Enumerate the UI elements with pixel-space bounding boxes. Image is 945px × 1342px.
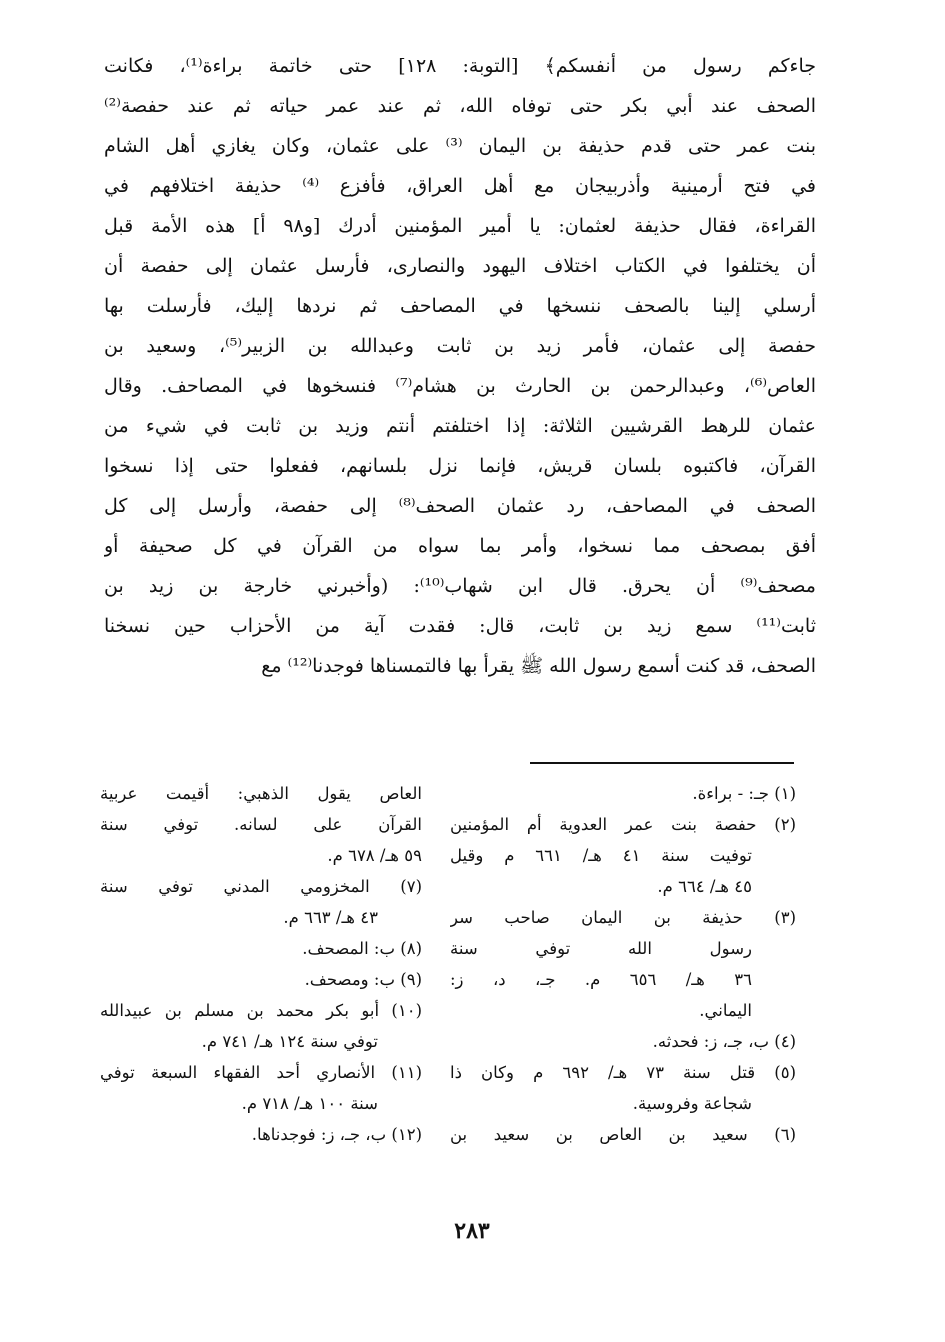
footnote-line: رسول الله توفي سنة	[450, 939, 752, 958]
footnote-line: (٦) سعيد بن العاص بن سعيد بن	[450, 1125, 796, 1144]
footnote-line: (١٠) أبو بكر محمد بن مسلم بن عبيدالله	[100, 1001, 422, 1020]
text-line: أن يختلفوا في الكتاب اختلاف اليهود والنصارى، فأرسل عثمان إلى حفصة أن	[104, 255, 816, 277]
footnote-line: ٥٩ هـ/ ٦٧٨ م.	[327, 846, 422, 865]
footnote-line: (٥) قتل سنة ٧٣ هـ/ ٦٩٢ م وكان ذا	[450, 1063, 796, 1082]
footnote-line: اليماني.	[699, 1001, 752, 1020]
main-text	[104, 46, 816, 686]
footnote-line: شجاعة وفروسية.	[632, 1094, 752, 1113]
footnotes-right-column	[450, 778, 796, 1150]
footnote-line: ٤٥ هـ/ ٦٦٤ م.	[657, 877, 752, 896]
footnote-line: (١٢) ب، جـ، ز: فوجدناها.	[251, 1125, 422, 1144]
text-line: العاص⁽⁶⁾، وعبدالرحمن بن الحارث بن هشام⁽⁷⁾ فنسخوها في المصاحف. وقال	[104, 375, 816, 397]
footnote-line: ٣٦ هـ/ ٦٥٦ م. جـ، د، ز:	[450, 970, 752, 989]
footnote-line: (١١) الأنصاري أحد الفقهاء السبعة توفي	[100, 1063, 422, 1082]
text-line: جاءكم رسول من أنفسكم﴾ [التوبة: ١٢٨] حتى خاتمة براءة⁽¹⁾، فكانت	[104, 55, 816, 77]
footnote-line: سنة ١٠٠ هـ/ ٧١٨ م.	[241, 1094, 378, 1113]
text-line: الصحف في المصاحف، رد عثمان الصحف⁽⁸⁾ إلى حفصة، وأرسل إلى كل	[104, 495, 816, 517]
footnote-line: (٤) ب، جـ، ز: فحدثه.	[652, 1032, 796, 1051]
footnote-line: العاص يقول الذهبي: أقيمت عربية	[100, 784, 422, 803]
text-line: أفق بمصحف مما نسخوا، وأمر بما سواه من القرآن في كل صحيفة أو	[104, 535, 816, 557]
text-line: الصحف عند أبي بكر حتى توفاه الله، ثم عند عمر حياته ثم عند حفصة⁽²⁾	[104, 95, 816, 117]
page-number: ٢٨٣	[454, 1218, 490, 1244]
text-line: أرسلي إلينا بالصحف ننسخها في المصاحف ثم نردها إليك، فأرسلت بها	[104, 295, 816, 317]
text-line: في فتح أرمينية وأذربيجان مع أهل العراق، فأفزع ⁽⁴⁾ حذيفة اختلافهم في	[104, 175, 816, 197]
footnote-line: توفيت سنة ٤١ هـ/ ٦٦١ م وقيل	[450, 846, 752, 865]
text-line: ثابت⁽¹¹⁾ سمع زيد بن ثابت، قال: فقدت آية من الأحزاب حين نسخنا	[104, 615, 816, 637]
footnote-line: (٢) حفصة بنت عمر العدوية أم المؤمنين	[450, 815, 796, 834]
footnote-line: (٧) المخزومي المدني توفي سنة	[100, 877, 422, 896]
footnote-line: (٩) ب: ومصحف.	[304, 970, 422, 989]
footnotes-left-column	[100, 778, 422, 1150]
footnote-line: (٨) ب: المصحف.	[302, 939, 422, 958]
text-line: بنت عمر حتى قدم حذيفة بن اليمان ⁽³⁾ على عثمان، وكان يغازي أهل الشام	[104, 135, 816, 157]
footnote-line: توفي سنة ١٢٤ هـ/ ٧٤١ م.	[201, 1032, 378, 1051]
text-line: عثمان للرهط القرشيين الثلاثة: إذا اختلفتم أنتم وزيد بن ثابت في شيء من	[104, 415, 816, 437]
text-line: مصحف⁽⁹⁾ أن يحرق. قال ابن شهاب⁽¹⁰⁾: (وأخبرني خارجة بن زيد بن	[104, 575, 816, 597]
footnote-line: ٤٣ هـ/ ٦٦٣ م.	[283, 908, 378, 927]
text-line: القرآن، فاكتبوه بلسان قريش، فإنما نزل بلسانهم، ففعلوا حتى إذا نسخوا	[104, 455, 816, 477]
footnote-divider	[530, 762, 794, 764]
footnote-line: (٣) حذيفة بن اليمان صاحب سر	[450, 908, 796, 927]
text-line: حفصة إلى عثمان، فأمر زيد بن ثابت وعبدالله بن الزبير⁽⁵⁾، وسعيد بن	[104, 335, 816, 357]
text-line: الصحف، قد كنت أسمع رسول الله ﷺ يقرأ بها فالتمسناها فوجدنا⁽¹²⁾ مع	[261, 655, 816, 677]
footnote-line: القرآن على لسانه. توفي سنة	[100, 815, 422, 834]
text-line: القراءة، فقال حذيفة لعثمان: يا أمير المؤمنين أدرك [و٩٨ أ] هذه الأمة قبل	[104, 215, 816, 237]
footnote-line: (١) جـ: - براءة.	[692, 784, 796, 803]
